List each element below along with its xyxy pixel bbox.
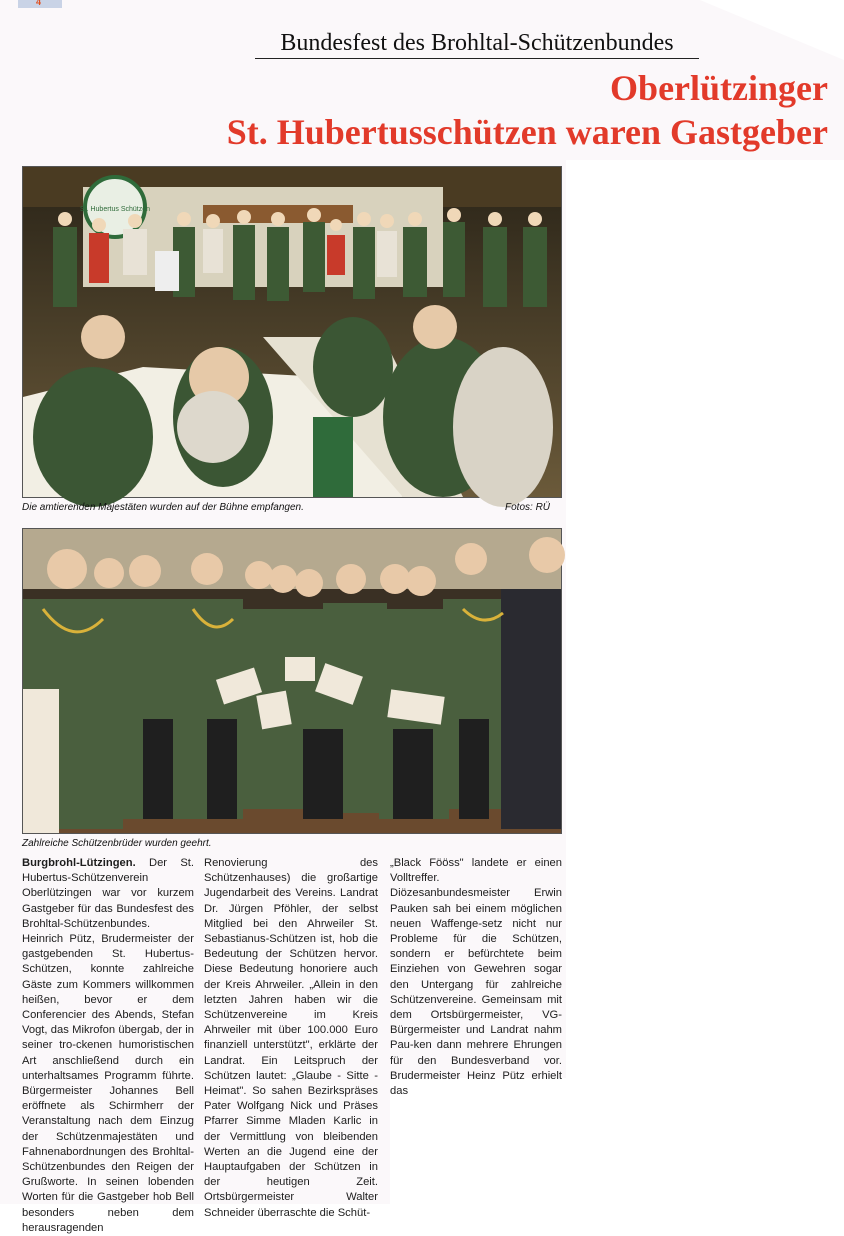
- photo-group-illustration: [23, 529, 561, 833]
- headline-line-1: Oberlützinger: [610, 68, 828, 108]
- photo-stage-reception: [22, 166, 562, 498]
- headline-line-2: St. Hubertusschützen waren Gastgeber: [226, 112, 828, 152]
- article-column-1: [22, 856, 194, 1234]
- scan-margin-bottom: [390, 1078, 844, 1204]
- article-column-2: Renovierung des Schützenhauses) die großartige Jugendarbeit des Vereins. Landrat Dr. Jürgen Pföhler, der selbst Mitglied bei den Ahrweiler St. Sebastianus-Schützen ist, hob die Bedeutung der Schützen hervor. Diese Bedeutung honoriere auch der Kreis Ahrweiler. „Allein in den letzten Jahren haben wir die Schützenvereine im Kreis Ahrweiler mit über 100.000 Euro finanziell unterstützt", erklärte der Landrat. Ein Leitspruch der Schützen lautet: „Glaube - Sitte - Heimat". So sahen Bezirkspräses Pater Wolfgang Nick und Präses Pfarrer Simme Mladen Karlic in der Vermittlung von bleibenden Werten an die Jugend eine der Hauptaufgaben der Schützen in der heutigen Zeit. Ortsbürgermeister Walter Schneider überraschte die Schüt-: [204, 857, 378, 1219]
- article-headline: [128, 66, 828, 154]
- hall-sign-text: St. Hubertus Schützen: [79, 206, 151, 213]
- article-column-3: „Black Fööss" landete er einen Volltreffer. Diözesanbundesmeister Erwin Pauken sah bei einem möglichen neuen Waffenge-setz nicht nur Probleme für die Schützen, sondern er befürchtete beim Einziehen von Gewehren sogar den Untergang für zahlreiche Schützenvereine. Gemeinsam mit dem Ortsbürgermeister, VG-Bürgermeister und Landrat nahm Pau-ken dann mehrere Ehrungen für den Bundesverband vor. Brudermeister Heinz Pütz erhielt das: [390, 857, 562, 1098]
- column-1-text: Der St. Hubertus-Schützenverein Oberlützingen war vor kurzem Gastgeber für das Bundesfest des Brohltal-Schützenbundes. Heinrich Pütz, Brudermeister der gastgebenden St. Hubertus-Schützen, konnte zahlreiche Gäste zum Kommers willkommen heißen, bevor er dem Conferencier des Abends, Stefan Vogt, das Mikrofon übergab, der in seiner tro-ckenen humoristischen Art anschließend durch ein unterhaltsames Programm führte. Bürgermeister Johannes Bell eröffnete als Schirmherr der Veranstaltung nach dem Einzug der Schützenmajestäten und Fahnenabordnungen des Brohltal-Schützenbundes den Reigen der Grußworte. In seinen lobenden Worten für die Gastgeber hob Bell besonders neben dem herausragenden: [22, 857, 194, 1234]
- photo-credit: Fotos: RÜ: [505, 502, 551, 513]
- photo-honoured-members: [22, 528, 562, 834]
- photo-stage-illustration: [23, 167, 561, 497]
- scan-margin-right: [566, 160, 844, 1080]
- page-corner-marker: 4: [18, 0, 62, 8]
- photo2-caption: Zahlreiche Schützenbrüder wurden geehrt.: [22, 838, 212, 849]
- photo1-caption: Die amtierenden Majestäten wurden auf der Bühne empfangen.: [22, 502, 304, 513]
- article-kicker: Bundesfest des Brohltal-Schützenbundes: [255, 28, 699, 59]
- article-dateline: Burgbrohl-Lützingen.: [22, 857, 136, 869]
